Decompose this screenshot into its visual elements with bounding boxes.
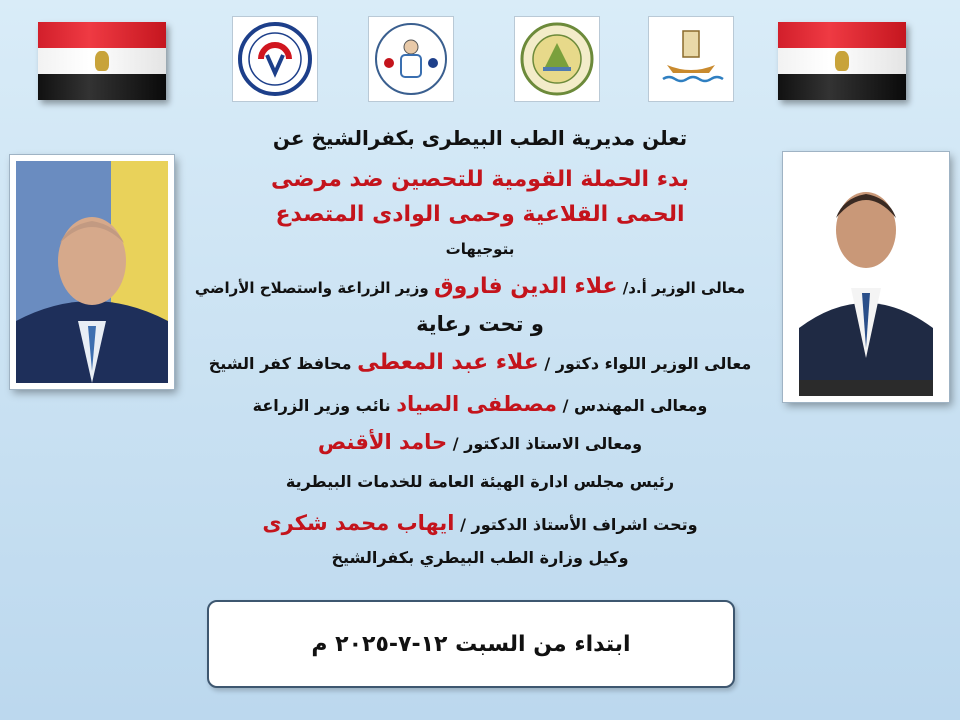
authority-head-name: حامد الأقنص xyxy=(317,430,448,454)
egypt-flag-left-icon xyxy=(38,22,166,100)
deputy-prefix: ومعالى المهندس / xyxy=(562,396,708,415)
deputy-line xyxy=(170,392,790,416)
authority-head-prefix: ومعالى الاستاذ الدكتور / xyxy=(452,434,643,453)
kafr-elsheikh-governorate-logo-icon xyxy=(648,16,734,102)
governor-name: علاء عبد المعطى xyxy=(357,350,539,375)
start-date-text: ابتداء من السبت ١٢-٧-٢٠٢٥ م xyxy=(311,631,631,657)
patronage-label: و تحت رعاية xyxy=(416,312,544,336)
announcement-line-1: تعلن مديرية الطب البيطرى بكفرالشيخ عن xyxy=(272,126,688,150)
authority-head-title: رئيس مجلس ادارة الهيئة العامة للخدمات البيطرية xyxy=(285,472,675,491)
supervisor-prefix: وتحت اشراف الأستاذ الدكتور / xyxy=(460,515,698,534)
veterinary-syndicate-logo-icon xyxy=(232,16,318,102)
photo-right-portrait xyxy=(783,152,949,402)
governor-prefix: معالى الوزير اللواء دكتور / xyxy=(544,354,752,373)
governor-title: محافظ كفر الشيخ xyxy=(208,354,352,373)
minister-prefix: معالى الوزير أ.د/ xyxy=(622,279,746,297)
veterinary-services-logo-icon xyxy=(368,16,454,102)
authority-head-line xyxy=(170,430,790,454)
minister-line xyxy=(150,274,790,299)
minister-title: وزير الزراعة واستصلاح الأراضي xyxy=(194,279,429,297)
campaign-title-line-2: الحمى القلاعية وحمى الوادى المتصدع xyxy=(275,202,685,227)
start-date-box xyxy=(207,600,735,688)
supervisor-name: ايهاب محمد شكرى xyxy=(262,511,455,535)
deputy-name: مصطفى الصياد xyxy=(396,392,558,416)
photo-left-portrait xyxy=(10,155,174,389)
egypt-flag-right-icon xyxy=(778,22,906,100)
ministry-agriculture-logo-icon xyxy=(514,16,600,102)
governor-line xyxy=(170,350,790,375)
campaign-title-line-1: بدء الحملة القومية للتحصين ضد مرضى xyxy=(271,167,689,192)
deputy-title: نائب وزير الزراعة xyxy=(252,396,391,415)
minister-name: علاء الدين فاروق xyxy=(433,274,618,299)
directives-label: بتوجيهات xyxy=(445,240,515,258)
supervisor-line xyxy=(170,511,790,535)
supervisor-title: وكيل وزارة الطب البيطري بكفرالشيخ xyxy=(331,548,629,567)
